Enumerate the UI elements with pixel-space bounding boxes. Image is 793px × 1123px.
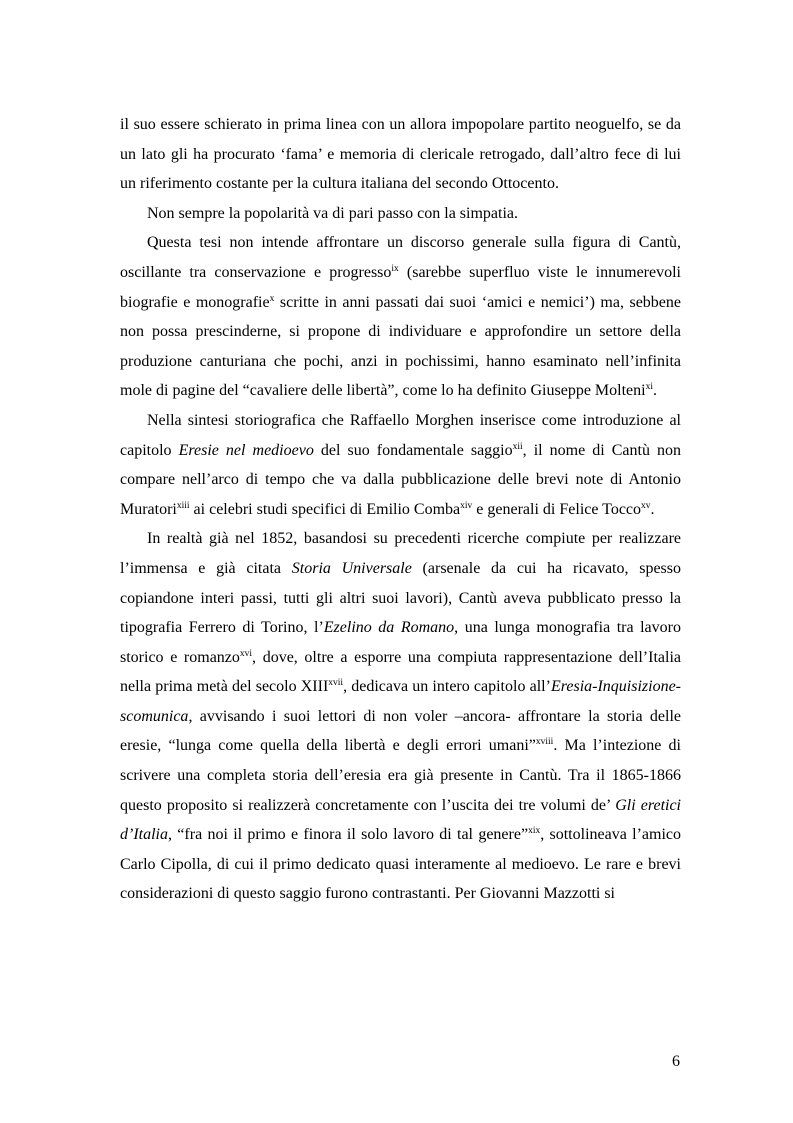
footnote-ref: x bbox=[269, 293, 275, 304]
footnote-ref: xix bbox=[528, 826, 541, 837]
text-run: il suo essere schierato in prima linea con un allora impopolare partito neoguelfo, se da un lato gli ha procurato ‘fama’ e memoria di clericale retrogado, dall’altro fece di lui un riferimento costante per la cultura italiana del secondo Ottocento. bbox=[120, 116, 681, 193]
text-run: Questa tesi non intende affrontare un discorso generale sulla figura di Cantù, oscillante tra conservazione e progresso bbox=[120, 234, 681, 281]
text-run: , sottolineava l’amico Carlo Cipolla, di cui il primo dedicato quasi interamente al medioevo. Le rare e brevi considerazioni di questo saggio furono contrastanti. Per Giovanni Mazzotti si bbox=[120, 826, 682, 903]
italic-title: Ezelino da Romano bbox=[323, 619, 455, 637]
text-run: , avvisando i suoi lettori di non voler –ancora- affrontare la storia delle eresie, “lunga come quella della libertà e degli errori umani” bbox=[120, 707, 681, 755]
paragraph bbox=[120, 199, 681, 229]
text-run: (sarebbe superfluo viste le innumerevoli biografie e monografie bbox=[120, 263, 681, 311]
text-run: , dedicava un intero capitolo all’ bbox=[343, 678, 551, 696]
paragraph bbox=[120, 110, 681, 199]
text-run: del suo fondamentale saggio bbox=[313, 441, 513, 459]
text-run: , “fra noi il primo e finora il solo lavoro di tal genere” bbox=[168, 826, 529, 844]
text-run: . Ma l’intezione di scrivere una completa storia dell’eresia era già presente in Cantù. Tra il 1865-1866 questo proposito si realizzerà concretamente con l’uscita dei tre volumi de’ bbox=[120, 737, 682, 814]
text-run: ai celebri studi specifici di Emilio Comba bbox=[189, 500, 461, 518]
footnote-ref: xiii bbox=[176, 500, 190, 511]
footnote-ref: xiv bbox=[460, 500, 473, 511]
italic-title: Storia Universale bbox=[291, 559, 412, 577]
text-run: e generali di Felice Tocco bbox=[472, 500, 642, 518]
page-number: 6 bbox=[672, 1053, 680, 1070]
text-run: Nella sintesi storiografica che Raffaello Morghen inserisce come introduzione al capitolo bbox=[120, 411, 681, 459]
text-run: , dove, oltre a esporre una compiuta rappresentazione dell’Italia nella prima metà del secolo XIII bbox=[120, 648, 681, 696]
text-run: Non sempre la popolarità va di pari passo con la simpatia. bbox=[147, 204, 519, 222]
body-text bbox=[120, 110, 681, 909]
italic-title: Eresie nel medioevo bbox=[178, 441, 314, 459]
footnote-ref: xvi bbox=[239, 648, 253, 659]
text-run: . bbox=[652, 382, 657, 400]
text-run: In realtà già nel 1852, basandosi su precedenti ricerche compiute per realizzare l’immensa e già citata bbox=[120, 530, 681, 577]
text-run: scritte in anni passati dai suoi ‘amici e nemici’) ma, sebbene non possa prescinderne, si propone di individuare e approfondire un settore della produzione canturiana che pochi, anzi in pochissimi, hanno esaminato nell’infinita mole di pagine del “cavaliere delle libertà”, come lo ha definito Giuseppe Molteni bbox=[120, 293, 681, 400]
paragraph bbox=[120, 228, 681, 406]
footnote-ref: xvii bbox=[328, 678, 344, 689]
text-run: , il nome di Cantù non compare nell’arco di tempo che va dalla pubblicazione delle brevi note di Antonio Muratori bbox=[120, 441, 682, 518]
italic-title: Eresia-Inquisizione-scomunica bbox=[120, 678, 682, 725]
text-run: , una lunga monografia tra lavoro storico e romanzo bbox=[120, 619, 681, 666]
footnote-ref: xi bbox=[645, 382, 653, 393]
paragraph bbox=[120, 524, 681, 909]
italic-title: Gli eretici d’Italia bbox=[120, 796, 682, 844]
text-run: . bbox=[650, 500, 655, 518]
paragraph bbox=[120, 406, 681, 524]
footnote-ref: xii bbox=[512, 441, 523, 452]
text-run: (arsenale da cui ha ricavato, spesso copiandone interi passi, tutti gli altri suoi lavori), Cantù aveva pubblicato presso la tipografia Ferrero di Torino, l’ bbox=[120, 559, 682, 637]
footnote-ref: xv bbox=[641, 500, 651, 511]
footnote-ref: xviii bbox=[535, 737, 554, 748]
footnote-ref: ix bbox=[391, 263, 399, 274]
